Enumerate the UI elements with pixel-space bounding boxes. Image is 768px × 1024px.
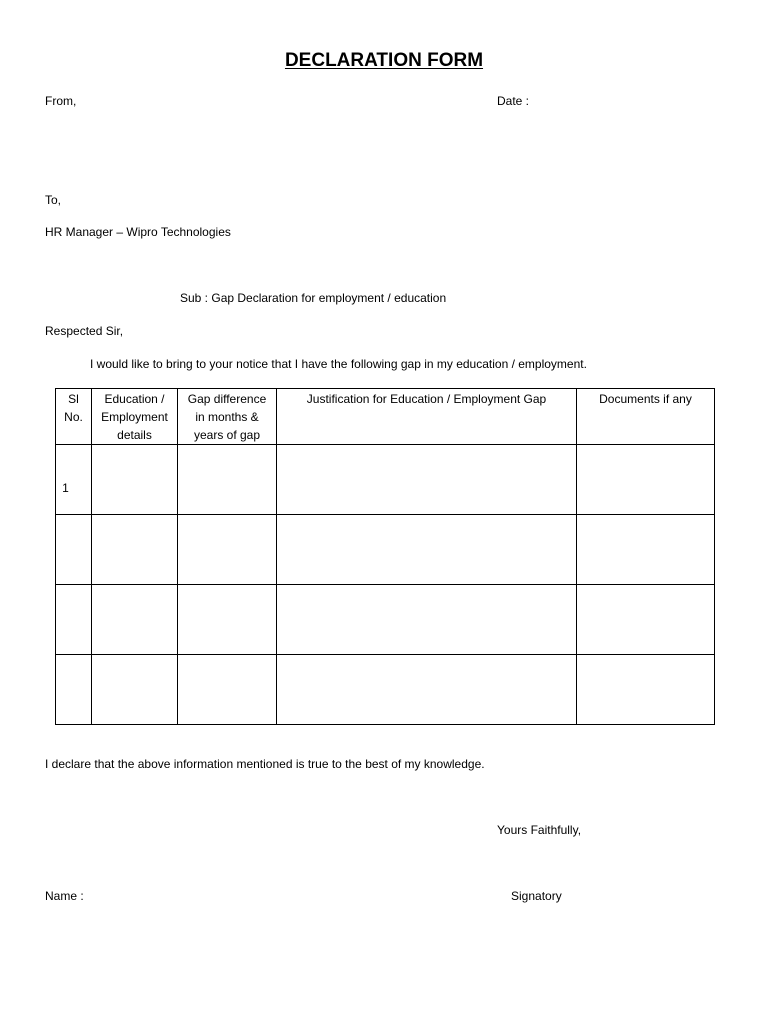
cell-education-details[interactable] [92, 585, 178, 655]
cell-justification[interactable] [277, 585, 577, 655]
cell-justification[interactable] [277, 655, 577, 725]
header-sl-no: Sl No. [56, 389, 92, 445]
cell-education-details[interactable] [92, 655, 178, 725]
table-row [56, 445, 715, 515]
cell-sl-no [56, 515, 92, 585]
cell-justification[interactable] [277, 445, 577, 515]
intro-paragraph: I would like to bring to your notice that I have the following gap in my education / employment. [90, 357, 587, 371]
cell-documents[interactable] [577, 655, 715, 725]
cell-documents[interactable] [577, 515, 715, 585]
cell-documents[interactable] [577, 445, 715, 515]
date-label: Date : [497, 94, 530, 108]
cell-sl-no: 1 [56, 445, 92, 515]
header-gap-difference: Gap difference in months & years of gap [178, 389, 277, 445]
salutation: Respected Sir, [45, 324, 124, 338]
form-title-text: DECLARATION FORM [284, 50, 484, 71]
cell-justification[interactable] [277, 515, 577, 585]
cell-gap-difference[interactable] [178, 655, 277, 725]
cell-gap-difference[interactable] [178, 515, 277, 585]
table-row [56, 515, 715, 585]
header-education-employment-details: Education / Employment details [92, 389, 178, 445]
form-title [0, 50, 768, 72]
cell-documents[interactable] [577, 585, 715, 655]
table-row [56, 655, 715, 725]
from-label: From, [45, 94, 77, 108]
closing-line: Yours Faithfully, [497, 823, 582, 837]
header-justification: Justification for Education / Employment Gap [277, 389, 577, 445]
cell-gap-difference[interactable] [178, 585, 277, 655]
header-documents: Documents if any [577, 389, 715, 445]
cell-education-details[interactable] [92, 445, 178, 515]
to-label: To, [45, 193, 62, 207]
declaration-statement: I declare that the above information mentioned is true to the best of my knowledge. [45, 757, 485, 771]
name-label: Name : [45, 889, 84, 903]
subject-line: Sub : Gap Declaration for employment / education [180, 291, 447, 305]
cell-sl-no [56, 585, 92, 655]
cell-education-details[interactable] [92, 515, 178, 585]
cell-gap-difference[interactable] [178, 445, 277, 515]
table-header-row [56, 389, 715, 445]
gap-table [55, 388, 715, 725]
signatory-label: Signatory [511, 889, 562, 903]
table-row [56, 585, 715, 655]
cell-sl-no [56, 655, 92, 725]
recipient-line: HR Manager – Wipro Technologies [45, 225, 231, 239]
